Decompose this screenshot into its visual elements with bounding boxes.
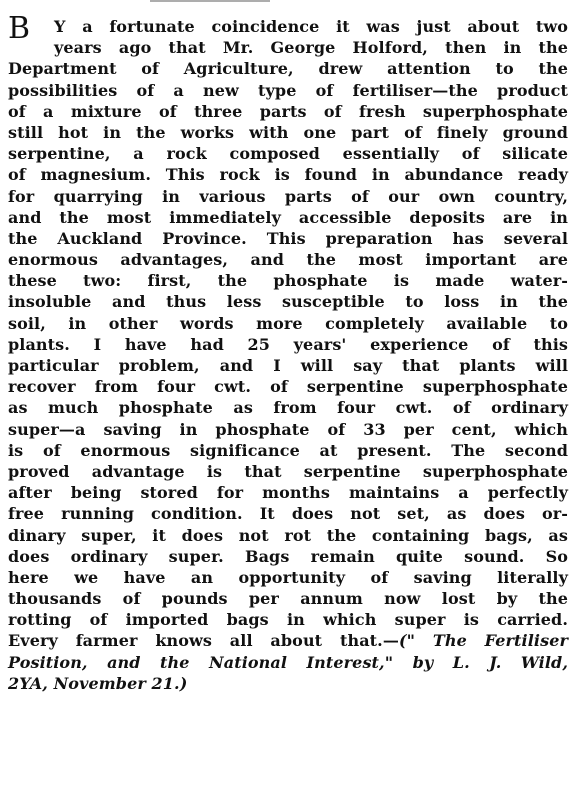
- article-line-7: serpentine, a rock composed essentially of silicate: [8, 144, 568, 164]
- article-line-30: [8, 630, 568, 651]
- drop-cap: B: [8, 11, 31, 46]
- article-line-2: years ago that Mr. George Holford, then in the: [54, 38, 568, 58]
- article-line-4: possibilities of a new type of fertiliser—the product: [8, 80, 568, 100]
- article-line-19: as much phosphate as from four cwt. of ordinary: [8, 398, 568, 418]
- article-line-23: after being stored for months maintains a perfectly: [8, 483, 568, 503]
- article-line-8: of magnesium. This rock is found in abundance ready: [8, 165, 568, 185]
- article-line-21: is of enormous significance at present. The second: [8, 440, 568, 460]
- article-line-25: dinary super, it does not rot the containing bags, as: [8, 525, 568, 545]
- article-line-9: for quarrying in various parts of our own country,: [8, 186, 568, 206]
- article-line-18: recover from four cwt. of serpentine superphosphate: [8, 377, 568, 397]
- article-line-12: enormous advantages, and the most important are: [8, 250, 568, 270]
- article-line-28: thousands of pounds per annum now lost by the: [8, 589, 568, 609]
- article-line-22: proved advantage is that serpentine superphosphate: [8, 461, 568, 481]
- article-line-26: does ordinary super. Bags remain quite sound. So: [8, 546, 568, 566]
- article-line-29: rotting of imported bags in which super is carried.: [8, 610, 568, 630]
- article-line-text: Every farmer knows all about that.—: [8, 631, 399, 651]
- citation-line-2: Position, and the National Interest," by L. J. Wild,: [8, 652, 568, 672]
- article-line-13: these two: first, the phosphate is made water-: [8, 271, 568, 291]
- article-line-17: particular problem, and I will say that plants will: [8, 356, 568, 375]
- citation-line-3: 2YA, November 21.): [8, 673, 188, 693]
- article-line-16: plants. I have had 25 years' experience of this: [8, 334, 568, 354]
- article-body: [8, 11, 569, 788]
- article-line-15: soil, in other words more completely available to: [8, 313, 568, 333]
- article-line-3: Department of Agriculture, drew attention to the: [8, 59, 568, 79]
- article-line-1: [8, 11, 568, 46]
- article-line-20: super—a saving in phosphate of 33 per cent, which: [8, 419, 568, 439]
- article-line-14: insoluble and thus less susceptible to loss in the: [8, 292, 568, 312]
- article-line-27: here we have an opportunity of saving literally: [8, 567, 568, 587]
- article-line-11: the Auckland Province. This preparation has several: [8, 228, 568, 248]
- article-line-6: still hot in the works with one part of finely ground: [8, 122, 568, 142]
- article-line-text: Y a fortunate coincidence it was just about two: [54, 17, 568, 36]
- citation-title-start: (" The Fertiliser: [398, 631, 569, 651]
- article-line-5: of a mixture of three parts of fresh superphosphate: [8, 101, 568, 121]
- page-top-edge-mark: [150, 0, 270, 6]
- article-line-10: and the most immediately accessible deposits are in: [8, 207, 568, 227]
- article-line-24: free running condition. It does not set, as does or-: [8, 504, 568, 524]
